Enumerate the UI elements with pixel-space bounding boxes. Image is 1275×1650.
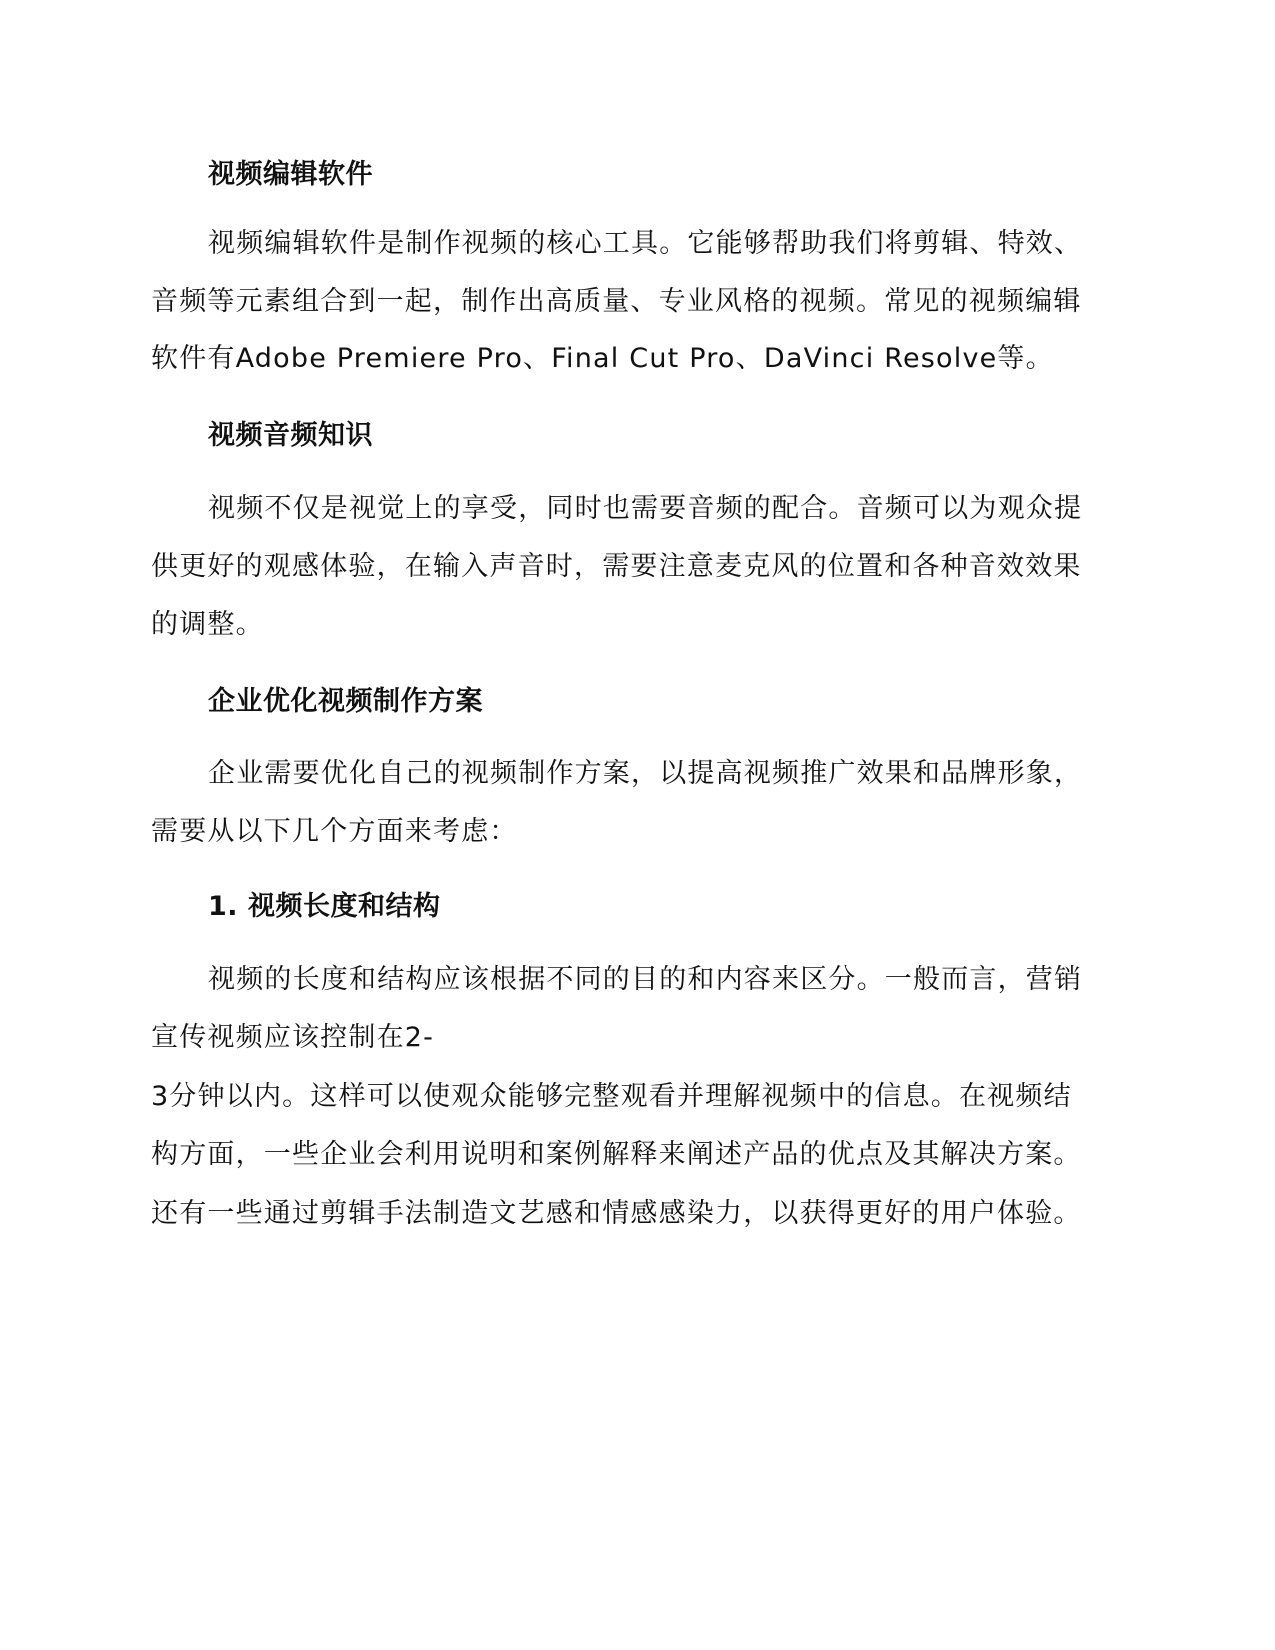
paragraph-line: 音频等元素组合到一起，制作出高质量、专业风格的视频。常见的视频编辑 <box>151 286 1082 317</box>
paragraph-line: 软件有Adobe Premiere Pro、Final Cut Pro、DaVinci Resolve等。 <box>151 343 1054 374</box>
paragraph-line: 需要从以下几个方面来考虑： <box>151 816 518 847</box>
section-heading-video-length-structure: 1. 视频长度和结构 <box>208 891 441 922</box>
paragraph-line: 视频不仅是视觉上的享受，同时也需要音频的配合。音频可以为观众提 <box>208 493 1083 524</box>
paragraph-line: 企业需要优化自己的视频制作方案，以提高视频推广效果和品牌形象， <box>208 758 1083 789</box>
paragraph-line: 还有一些通过剪辑手法制造文艺感和情感感染力，以获得更好的用户体验。 <box>151 1198 1082 1229</box>
section-heading-video-audio-knowledge: 视频音频知识 <box>208 420 373 451</box>
section-heading-enterprise-video-plan: 企业优化视频制作方案 <box>208 686 483 717</box>
paragraph-line: 3分钟以内。这样可以使观众能够完整观看并理解视频中的信息。在视频结 <box>151 1081 1072 1112</box>
paragraph-line: 构方面，一些企业会利用说明和案例解释来阐述产品的优点及其解决方案。 <box>151 1139 1082 1170</box>
section-heading-video-editing-software: 视频编辑软件 <box>208 159 373 190</box>
paragraph-line: 视频编辑软件是制作视频的核心工具。它能够帮助我们将剪辑、特效、 <box>208 228 1083 259</box>
paragraph-line: 宣传视频应该控制在2- <box>151 1022 435 1053</box>
paragraph-line: 的调整。 <box>151 609 264 640</box>
paragraph-line: 供更好的观感体验，在输入声音时，需要注意麦克风的位置和各种音效效果 <box>151 551 1082 582</box>
paragraph-line: 视频的长度和结构应该根据不同的目的和内容来区分。一般而言，营销 <box>208 964 1083 995</box>
